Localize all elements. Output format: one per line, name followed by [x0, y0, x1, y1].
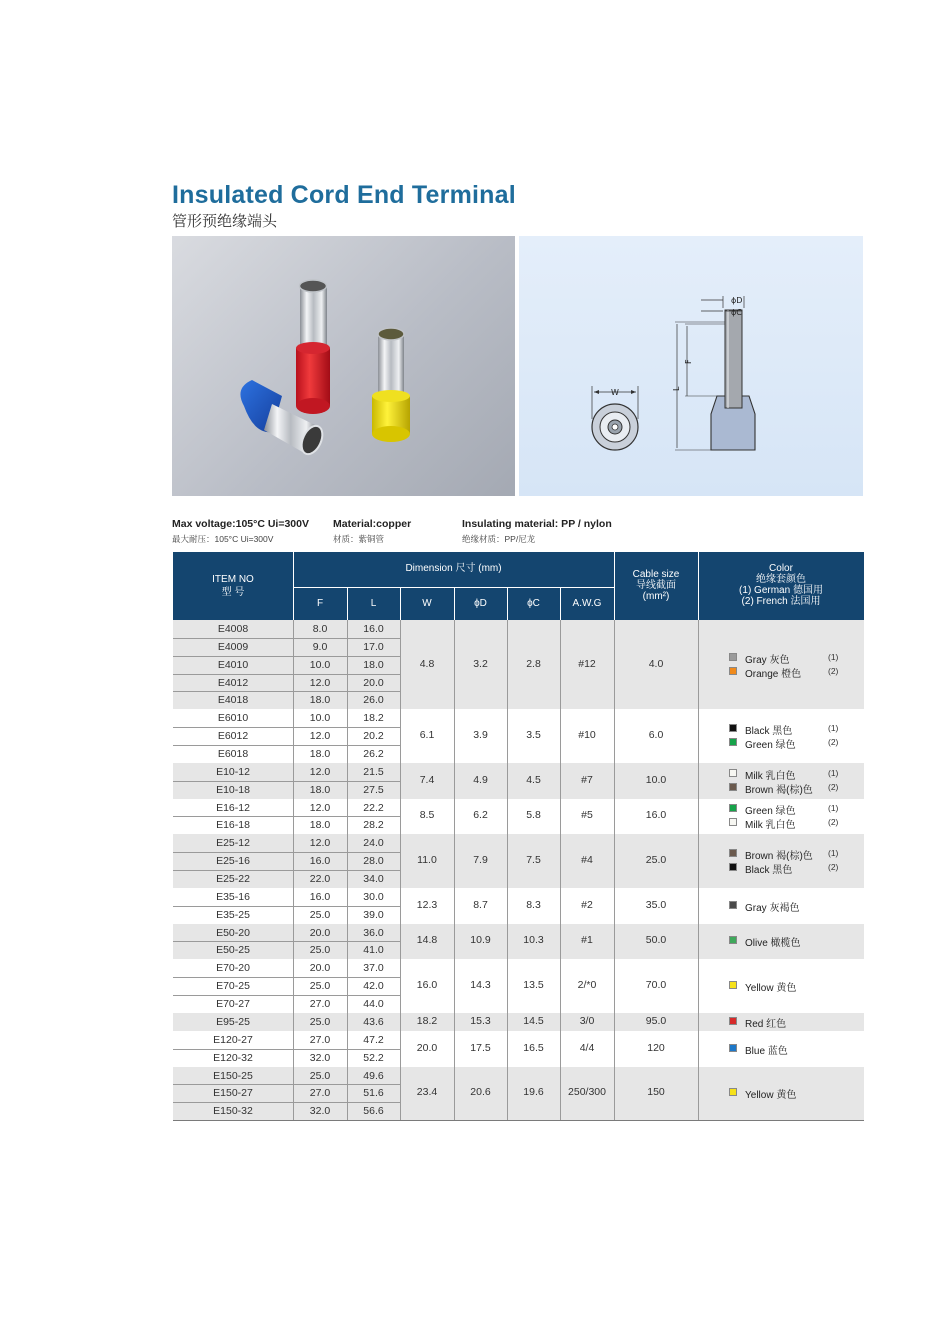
cable-size-cell: 50.0 — [645, 934, 667, 947]
color-index: (2) — [828, 862, 839, 873]
color-label: Brown 褐(棕)色 — [745, 851, 813, 863]
header-color-french: (2) French 法国用 — [741, 596, 821, 607]
w-cell: 16.0 — [416, 979, 438, 992]
w-cell: 14.8 — [416, 934, 438, 947]
item-no-cell: E4009 — [217, 640, 249, 653]
f-cell: 10.0 — [309, 712, 331, 725]
l-cell: 22.2 — [363, 801, 384, 814]
column-divider — [560, 620, 561, 1120]
l-cell: 39.0 — [363, 908, 384, 921]
row-divider — [173, 638, 400, 639]
f-cell: 27.0 — [309, 998, 331, 1011]
header-color-cn: 绝缘套颜色 — [756, 574, 806, 585]
cable-size-cell: 4.0 — [648, 657, 664, 670]
side-view — [675, 296, 755, 450]
phi-d-label: ϕD — [731, 296, 743, 305]
spec-insulation-en: Insulating material: PP / nylon — [462, 518, 612, 530]
item-no-cell: E4018 — [217, 694, 249, 707]
l-cell: 42.0 — [363, 980, 384, 993]
color-label: Yellow 黄色 — [745, 1090, 797, 1102]
color-swatch — [729, 1088, 737, 1096]
f-cell: 32.0 — [309, 1105, 331, 1118]
phi-c-cell: 4.5 — [526, 773, 541, 786]
color-swatch — [729, 653, 737, 661]
w-cell: 12.3 — [416, 898, 438, 911]
awg-cell: #7 — [581, 773, 593, 786]
item-no-cell: E25-16 — [216, 855, 250, 868]
header-cable-unit: (mm²) — [642, 591, 670, 602]
column-divider — [293, 620, 294, 1120]
column-divider — [698, 620, 699, 1120]
f-cell: 16.0 — [309, 855, 331, 868]
phi-d-cell: 4.9 — [473, 773, 488, 786]
phi-c-cell: 16.5 — [523, 1041, 544, 1054]
awg-cell: 2/*0 — [577, 979, 597, 992]
phi-c-label: ϕC — [731, 308, 742, 317]
red-terminal — [296, 280, 330, 414]
yellow-terminal — [372, 328, 410, 442]
l-label: L — [672, 386, 681, 391]
l-cell: 28.0 — [363, 855, 384, 868]
row-divider — [173, 1049, 400, 1050]
color-label: Brown 褐(棕)色 — [745, 784, 813, 796]
w-cell: 6.1 — [419, 729, 435, 742]
column-divider — [347, 620, 348, 1120]
phi-c-cell: 3.5 — [526, 729, 541, 742]
color-index: (1) — [828, 803, 839, 814]
row-divider — [173, 941, 400, 942]
w-cell: 4.8 — [419, 657, 435, 670]
phi-d-cell: 3.2 — [473, 657, 488, 670]
color-label: Orange 橙色 — [745, 668, 802, 680]
f-cell: 25.0 — [309, 980, 331, 993]
color-index: (1) — [828, 723, 839, 734]
f-cell: 20.0 — [309, 926, 331, 939]
awg-cell: #4 — [581, 854, 593, 867]
w-cell: 7.4 — [419, 773, 435, 786]
l-cell: 18.2 — [363, 712, 384, 725]
color-swatch — [729, 804, 737, 812]
phi-c-cell: 10.3 — [523, 934, 544, 947]
f-cell: 12.0 — [309, 837, 331, 850]
row-divider — [173, 674, 400, 675]
color-label: Black 黑色 — [745, 726, 793, 738]
color-swatch — [729, 769, 737, 777]
color-swatch — [729, 738, 737, 746]
item-no-cell: E150-25 — [213, 1069, 253, 1082]
cable-size-cell: 16.0 — [645, 809, 667, 822]
cable-size-cell: 150 — [647, 1086, 665, 1099]
f-cell: 16.0 — [309, 890, 331, 903]
row-divider — [173, 1084, 400, 1085]
color-label: Milk 乳白色 — [745, 770, 796, 782]
item-no-cell: E25-12 — [216, 837, 250, 850]
page-subtitle: 管形预绝缘端头 — [172, 213, 278, 230]
phi-d-cell: 14.3 — [470, 979, 491, 992]
color-label: Gray 灰褐色 — [745, 902, 800, 914]
color-swatch — [729, 783, 737, 791]
row-divider — [173, 995, 400, 996]
l-cell: 41.0 — [363, 944, 384, 957]
l-cell: 20.0 — [363, 676, 384, 689]
phi-c-cell: 8.3 — [526, 898, 541, 911]
color-label: Black 黑色 — [745, 865, 793, 877]
awg-cell: #10 — [578, 729, 596, 742]
w-cell: 8.5 — [419, 809, 435, 822]
column-divider — [454, 620, 455, 1120]
l-cell: 43.6 — [363, 1015, 384, 1028]
item-no-cell: E150-27 — [213, 1087, 253, 1100]
l-cell: 30.0 — [363, 890, 384, 903]
phi-c-cell: 14.5 — [523, 1014, 544, 1027]
f-cell: 8.0 — [312, 623, 328, 635]
w-label: W — [611, 388, 619, 397]
w-cell: 23.4 — [416, 1086, 438, 1099]
cable-size-cell: 120 — [647, 1041, 665, 1054]
l-cell: 37.0 — [363, 962, 384, 975]
item-no-cell: E6012 — [217, 730, 249, 743]
f-cell: 9.0 — [312, 640, 328, 653]
color-swatch — [729, 863, 737, 871]
color-swatch — [729, 936, 737, 944]
f-cell: 27.0 — [309, 1087, 331, 1100]
row-divider — [173, 691, 400, 692]
table-header — [173, 552, 864, 620]
f-cell: 12.0 — [309, 765, 331, 778]
header-phi-c: ϕC — [527, 598, 540, 609]
phi-c-cell: 7.5 — [526, 854, 541, 867]
f-cell: 12.0 — [309, 676, 331, 689]
product-photo — [172, 236, 515, 496]
l-cell: 27.5 — [363, 783, 384, 796]
f-cell: 25.0 — [309, 908, 331, 921]
l-cell: 16.0 — [363, 623, 384, 635]
item-no-cell: E6018 — [217, 748, 249, 761]
color-label: Green 绿色 — [745, 740, 796, 752]
color-swatch — [729, 901, 737, 909]
header-w: W — [422, 598, 432, 609]
item-no-cell: E4010 — [217, 658, 249, 671]
header-item-no-cn: 型 号 — [221, 587, 245, 598]
awg-cell: #5 — [581, 809, 593, 822]
awg-cell: #1 — [581, 934, 593, 947]
color-label: Red 红色 — [745, 1018, 787, 1030]
header-l: L — [370, 598, 377, 609]
color-label: Gray 灰色 — [745, 654, 790, 666]
w-cell: 11.0 — [417, 854, 437, 867]
l-cell: 26.0 — [363, 694, 384, 707]
header-phi-d: ϕD — [474, 598, 487, 609]
item-no-cell: E16-12 — [216, 801, 250, 814]
group-divider — [173, 1120, 864, 1121]
item-no-cell: E4008 — [217, 623, 249, 635]
f-cell: 12.0 — [309, 801, 331, 814]
awg-cell: 4/4 — [579, 1041, 595, 1054]
row-divider — [173, 745, 400, 746]
header-cable-size: Cable size — [632, 569, 680, 580]
item-no-cell: E35-25 — [216, 908, 250, 921]
item-no-cell: E70-27 — [216, 998, 250, 1011]
l-cell: 52.2 — [363, 1051, 384, 1064]
color-swatch — [729, 818, 737, 826]
color-label: Yellow 黄色 — [745, 983, 797, 995]
item-no-cell: E6010 — [217, 712, 249, 725]
l-cell: 36.0 — [363, 926, 384, 939]
awg-cell: #2 — [581, 898, 593, 911]
f-cell: 10.0 — [309, 658, 331, 671]
cable-size-cell: 70.0 — [645, 979, 667, 992]
item-no-cell: E50-25 — [216, 944, 250, 957]
item-no-cell: E10-12 — [216, 765, 250, 778]
phi-d-cell: 15.3 — [470, 1014, 491, 1027]
l-cell: 34.0 — [363, 873, 384, 886]
f-cell: 18.0 — [309, 748, 331, 761]
phi-d-cell: 17.5 — [470, 1041, 491, 1054]
item-no-cell: E70-20 — [216, 962, 250, 975]
item-no-cell: E120-32 — [213, 1051, 253, 1064]
header-awg: A.W.G — [572, 598, 602, 609]
phi-c-cell: 5.8 — [526, 809, 541, 822]
item-no-cell: E95-25 — [216, 1015, 250, 1028]
row-divider — [173, 977, 400, 978]
header-dimension: Dimension 尺寸 (mm) — [405, 563, 502, 574]
row-divider — [173, 852, 400, 853]
phi-d-cell: 6.2 — [473, 809, 488, 822]
color-index: (1) — [828, 767, 839, 778]
phi-d-cell: 3.9 — [473, 729, 488, 742]
item-no-cell: E150-32 — [213, 1105, 253, 1118]
f-cell: 25.0 — [309, 1015, 331, 1028]
item-no-cell: E35-16 — [216, 890, 250, 903]
color-swatch — [729, 667, 737, 675]
item-no-cell: E10-18 — [216, 783, 250, 796]
item-no-cell: E16-18 — [216, 819, 250, 832]
f-cell: 25.0 — [309, 944, 331, 957]
spec-material-en: Material:copper — [333, 518, 412, 530]
row-divider — [173, 781, 400, 782]
l-cell: 51.6 — [363, 1087, 384, 1100]
f-cell: 25.0 — [309, 1069, 331, 1082]
header-cable-size-cn: 导线截面 — [636, 580, 676, 591]
f-cell: 22.0 — [309, 873, 331, 886]
column-divider — [614, 620, 615, 1120]
awg-cell: 3/0 — [579, 1014, 595, 1027]
row-divider — [173, 656, 400, 657]
l-cell: 21.5 — [363, 765, 384, 778]
l-cell: 26.2 — [363, 748, 384, 761]
cable-size-cell: 10.0 — [645, 773, 667, 786]
color-label: Milk 乳白色 — [745, 820, 796, 832]
row-divider — [173, 727, 400, 728]
item-no-cell: E50-20 — [216, 926, 250, 939]
l-cell: 20.2 — [363, 730, 384, 743]
color-swatch — [729, 1017, 737, 1025]
spec-material — [333, 518, 411, 545]
cable-size-cell: 6.0 — [648, 729, 664, 742]
spec-voltage-en: Max voltage:105°C Ui=300V — [172, 518, 309, 530]
f-cell: 32.0 — [309, 1051, 331, 1064]
cable-size-cell: 35.0 — [645, 898, 667, 911]
item-no-cell: E4012 — [217, 676, 249, 689]
page-title: Insulated Cord End Terminal — [172, 181, 516, 209]
color-label: Green 绿色 — [745, 806, 796, 818]
w-cell: 18.2 — [416, 1014, 438, 1027]
phi-c-cell: 13.5 — [523, 979, 544, 992]
item-no-cell: E70-25 — [216, 980, 250, 993]
phi-d-cell: 20.6 — [470, 1086, 491, 1099]
awg-cell: #12 — [578, 657, 596, 670]
color-swatch — [729, 1044, 737, 1052]
item-no-cell: E25-22 — [216, 873, 250, 886]
color-index: (2) — [828, 817, 839, 828]
color-index: (2) — [828, 781, 839, 792]
l-cell: 44.0 — [363, 998, 384, 1011]
l-cell: 28.2 — [363, 819, 384, 832]
f-cell: 12.0 — [309, 730, 331, 743]
color-swatch — [729, 981, 737, 989]
spec-insulation-cn: 绝缘材质：PP/尼龙 — [462, 534, 536, 544]
color-index: (1) — [828, 651, 839, 662]
f-label: F — [684, 359, 693, 364]
color-index: (1) — [828, 848, 839, 859]
f-cell: 27.0 — [309, 1033, 331, 1046]
color-label: Olive 橄榄色 — [745, 938, 801, 950]
phi-c-cell: 19.6 — [523, 1086, 544, 1099]
awg-cell: 250/300 — [568, 1086, 606, 1099]
header-color: Color — [769, 563, 793, 574]
phi-d-cell: 7.9 — [473, 854, 488, 867]
l-cell: 47.2 — [363, 1033, 384, 1046]
column-divider — [400, 620, 401, 1120]
color-index: (2) — [828, 737, 839, 748]
l-cell: 17.0 — [363, 640, 384, 653]
spec-insulation — [462, 518, 612, 545]
spec-material-cn: 材质：紫铜管 — [333, 534, 385, 544]
row-divider — [173, 1102, 400, 1103]
row-divider — [173, 906, 400, 907]
f-cell: 18.0 — [309, 819, 331, 832]
l-cell: 18.0 — [363, 658, 384, 671]
color-label: Blue 蓝色 — [745, 1045, 788, 1057]
phi-d-cell: 10.9 — [470, 934, 491, 947]
l-cell: 56.6 — [363, 1105, 384, 1118]
f-cell: 18.0 — [309, 694, 331, 707]
technical-drawing — [519, 236, 863, 496]
item-no-cell: E120-27 — [213, 1033, 253, 1046]
cable-size-cell: 95.0 — [645, 1014, 667, 1027]
w-cell: 20.0 — [416, 1041, 438, 1054]
header-item-no: ITEM NO — [212, 574, 254, 585]
color-index: (2) — [828, 665, 839, 676]
phi-c-cell: 2.8 — [526, 657, 541, 670]
spec-voltage-cn: 最大耐压：105°C Ui=300V — [172, 534, 274, 544]
row-divider — [173, 870, 400, 871]
l-cell: 49.6 — [363, 1069, 384, 1082]
header-color-german: (1) German 德国用 — [739, 585, 823, 596]
color-swatch — [729, 724, 737, 732]
cable-size-cell: 25.0 — [645, 854, 667, 867]
f-cell: 18.0 — [309, 783, 331, 796]
l-cell: 24.0 — [363, 837, 384, 850]
color-swatch — [729, 849, 737, 857]
spec-voltage — [172, 518, 309, 545]
f-cell: 20.0 — [309, 962, 331, 975]
column-divider — [507, 620, 508, 1120]
header-f: F — [316, 598, 324, 609]
row-divider — [173, 816, 400, 817]
phi-d-cell: 8.7 — [473, 898, 488, 911]
